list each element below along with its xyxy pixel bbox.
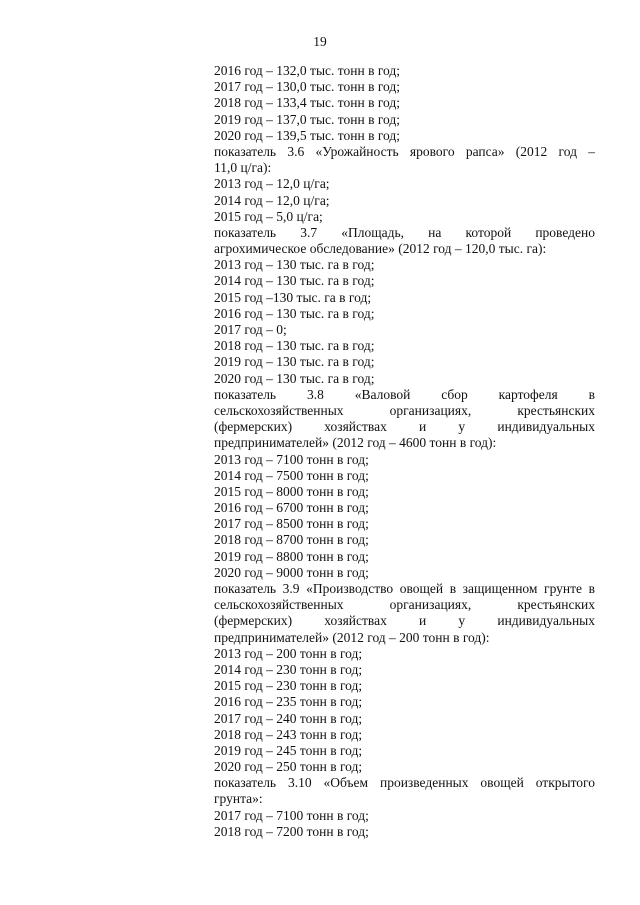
text-line: 2017 год – 130,0 тыс. тонн в год; xyxy=(214,79,400,95)
paragraph-line: 11,0 ц/га): xyxy=(214,160,272,176)
text-line: 2017 год – 7100 тонн в год; xyxy=(214,807,369,823)
text-line: 2020 год – 130 тыс. га в год; xyxy=(214,370,375,386)
paragraph-line: показатель 3.6 «Урожайность ярового рапса» (2012 год – xyxy=(214,143,595,159)
text-line: 2018 год – 243 тонн в год; xyxy=(214,726,363,742)
text-line: 2017 год – 8500 тонн в год; xyxy=(214,516,369,532)
text-line: 2013 год – 200 тонн в год; xyxy=(214,645,363,661)
text-line: 2013 год – 7100 тонн в год; xyxy=(214,451,369,467)
text-line: 2015 год – 230 тонн в год; xyxy=(214,678,363,694)
text-line: 2016 год – 130 тыс. га в год; xyxy=(214,305,375,321)
text-line: 2020 год – 139,5 тыс. тонн в год; xyxy=(214,127,400,143)
paragraph-line: показатель 3.10 «Объем произведенных овощей открытого xyxy=(214,775,595,791)
paragraph-line: предпринимателей» (2012 год – 200 тонн в год): xyxy=(214,629,490,645)
page-number: 19 xyxy=(313,34,327,49)
text-line: 2017 год – 240 тонн в год; xyxy=(214,710,363,726)
paragraph-line: сельскохозяйственных организациях, крестьянских xyxy=(214,402,595,418)
text-line: 2015 год – 5,0 ц/га; xyxy=(214,208,323,224)
paragraph-line: грунта»: xyxy=(214,791,263,807)
text-line: 2018 год – 130 тыс. га в год; xyxy=(214,338,375,354)
text-line: 2014 год – 230 тонн в год; xyxy=(214,661,363,677)
text-line: 2018 год – 133,4 тыс. тонн в год; xyxy=(214,95,400,111)
document-body xyxy=(214,63,595,840)
indicator-paragraph xyxy=(214,581,595,646)
paragraph-line: агрохимическое обследование» (2012 год – 120,0 тыс. га): xyxy=(214,241,547,257)
text-line: 2019 год – 137,0 тыс. тонн в год; xyxy=(214,111,400,127)
text-line: 2016 год – 6700 тонн в год; xyxy=(214,500,369,516)
paragraph-line: (фермерских) хозяйствах и у индивидуальных xyxy=(214,419,595,435)
text-line: 2020 год – 250 тонн в год; xyxy=(214,759,363,775)
paragraph-line: сельскохозяйственных организациях, крестьянских xyxy=(214,597,595,613)
text-line: 2013 год – 130 тыс. га в год; xyxy=(214,257,375,273)
indicator-paragraph xyxy=(214,225,595,257)
indicator-paragraph xyxy=(214,387,595,452)
text-line: 2016 год – 132,0 тыс. тонн в год; xyxy=(214,63,400,78)
text-line: 2015 год –130 тыс. га в год; xyxy=(214,289,372,305)
text-line: 2018 год – 7200 тонн в год; xyxy=(214,823,369,839)
paragraph-line: (фермерских) хозяйствах и у индивидуальных xyxy=(214,613,595,629)
paragraph-line: предпринимателей» (2012 год – 4600 тонн в год): xyxy=(214,435,497,451)
paragraph-line: показатель 3.7 «Площадь, на которой проведено xyxy=(214,224,595,240)
indicator-paragraph xyxy=(214,144,595,176)
paragraph-line: показатель 3.8 «Валовой сбор картофеля в xyxy=(214,386,595,402)
text-line: 2014 год – 7500 тонн в год; xyxy=(214,467,369,483)
indicator-paragraph xyxy=(214,775,595,807)
text-line: 2019 год – 130 тыс. га в год; xyxy=(214,354,375,370)
text-line: 2013 год – 12,0 ц/га; xyxy=(214,176,330,192)
text-line: 2019 год – 245 тонн в год; xyxy=(214,742,363,758)
text-line: 2016 год – 235 тонн в год; xyxy=(214,694,363,710)
text-line: 2014 год – 12,0 ц/га; xyxy=(214,192,330,208)
paragraph-line: показатель 3.9 «Производство овощей в защищенном грунте в xyxy=(214,581,595,596)
text-line: 2018 год – 8700 тонн в год; xyxy=(214,532,369,548)
text-line: 2017 год – 0; xyxy=(214,322,287,337)
text-line: 2015 год – 8000 тонн в год; xyxy=(214,483,369,499)
text-line: 2019 год – 8800 тонн в год; xyxy=(214,548,369,564)
text-line: 2020 год – 9000 тонн в год; xyxy=(214,564,369,580)
text-line: 2014 год – 130 тыс. га в год; xyxy=(214,273,375,289)
